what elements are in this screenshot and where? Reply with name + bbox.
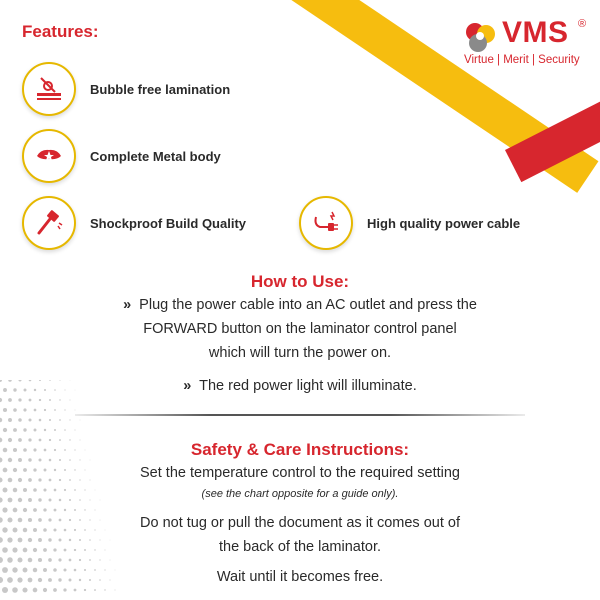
halftone-dot xyxy=(0,380,2,382)
halftone-dot xyxy=(89,559,91,561)
halftone-dot xyxy=(54,509,57,512)
halftone-dot xyxy=(8,398,12,402)
feature-power-cable xyxy=(299,196,520,250)
halftone-dot xyxy=(54,389,56,391)
halftone-dot xyxy=(33,588,38,593)
halftone-dot xyxy=(75,390,76,391)
halftone-dot xyxy=(8,380,12,382)
halftone-dot xyxy=(23,428,26,431)
halftone-dot xyxy=(17,557,22,562)
halftone-dot xyxy=(64,409,65,410)
feature-label: High quality power cable xyxy=(367,215,521,231)
halftone-dot xyxy=(0,418,2,422)
how-to-use-text: The red power light will illuminate. xyxy=(199,378,417,394)
halftone-dot xyxy=(18,380,21,382)
halftone-dot xyxy=(2,507,7,512)
halftone-dot xyxy=(74,509,76,511)
vms-logo xyxy=(462,18,592,70)
halftone-dot xyxy=(18,418,22,422)
halftone-dot xyxy=(64,389,65,390)
halftone-dot xyxy=(64,509,66,511)
registered-mark: ® xyxy=(578,18,587,30)
halftone-dot xyxy=(99,559,100,560)
halftone-dot xyxy=(49,380,51,381)
halftone-dot xyxy=(28,418,31,421)
halftone-dot xyxy=(84,509,85,510)
halftone-dot xyxy=(54,409,56,411)
halftone-dot xyxy=(0,557,3,563)
halftone-dot xyxy=(33,508,37,512)
halftone-dot xyxy=(54,429,56,431)
halftone-dot xyxy=(70,400,71,401)
halftone-dot xyxy=(74,589,77,592)
halftone-dot xyxy=(39,380,41,381)
halftone-dot xyxy=(13,428,17,432)
halftone-dot xyxy=(43,508,46,511)
how-to-use-text: Plug the power cable into an AC outlet and press the xyxy=(139,297,477,313)
halftone-dot xyxy=(48,558,52,562)
halftone-dot xyxy=(23,508,27,512)
how-to-use-line-3: which will turn the power on. xyxy=(208,345,392,361)
halftone-dot xyxy=(110,560,111,561)
halftone-dot xyxy=(22,587,27,592)
safety-line-2: Do not tug or pull the document as it comes out of xyxy=(140,515,460,531)
lamination-icon xyxy=(22,62,76,116)
halftone-dot xyxy=(18,398,21,401)
halftone-dot xyxy=(39,399,41,401)
halftone-dot xyxy=(13,408,17,412)
halftone-dot xyxy=(49,399,51,401)
halftone-dot xyxy=(2,587,8,593)
halftone-dot xyxy=(13,508,18,513)
halftone-dot xyxy=(44,409,46,411)
halftone-dot xyxy=(3,428,7,432)
halftone-dot xyxy=(7,557,13,563)
power-cable-icon xyxy=(299,196,353,250)
halftone-dot xyxy=(58,558,61,561)
halftone-dot xyxy=(104,589,105,590)
halftone-dot xyxy=(29,380,32,381)
logo-tagline: Virtue | Merit | Security xyxy=(464,54,580,66)
halftone-dot xyxy=(69,419,70,420)
safety-line-3: the back of the laminator. xyxy=(218,539,381,555)
halftone-dot xyxy=(3,388,7,392)
safety-line-1: Set the temperature control to the required setting xyxy=(140,465,460,481)
halftone-dot xyxy=(39,419,42,422)
halftone-dot xyxy=(74,429,75,430)
halftone-dot xyxy=(64,429,66,431)
hammer-icon xyxy=(22,196,76,250)
halftone-dot xyxy=(95,510,96,511)
halftone-dot xyxy=(38,558,42,562)
halftone-dot xyxy=(44,389,46,391)
bullet-icon: » xyxy=(183,378,192,394)
feature-label: Bubble free lamination xyxy=(90,81,231,97)
safety-heading: Safety & Care Instructions: xyxy=(190,440,410,459)
halftone-dot xyxy=(29,399,32,402)
halftone-dot xyxy=(49,419,51,421)
feature-label: Complete Metal body xyxy=(90,148,221,164)
halftone-dot xyxy=(34,409,37,412)
halftone-dot xyxy=(43,588,47,592)
halftone-dot xyxy=(53,588,57,592)
halftone-dot xyxy=(8,418,12,422)
how-to-use-heading: How to Use: xyxy=(250,272,350,291)
halftone-dot xyxy=(69,559,72,562)
halftone-dot xyxy=(75,410,76,411)
halftone-dot xyxy=(13,388,16,391)
how-to-use-line-1 xyxy=(0,297,600,313)
feature-label: Shockproof Build Quality xyxy=(90,215,247,231)
halftone-dot xyxy=(34,389,36,391)
halftone-dot xyxy=(59,399,60,400)
feature-metal-body xyxy=(22,129,221,183)
halftone-dot xyxy=(12,587,18,593)
safety-line-4: Wait until it becomes free. xyxy=(216,569,384,585)
halftone-dot xyxy=(28,558,33,563)
halftone-dot xyxy=(59,380,60,381)
logo-name: VMS xyxy=(502,16,569,49)
halftone-dot xyxy=(24,389,27,392)
halftone-dot xyxy=(23,408,26,411)
halftone-dot xyxy=(84,589,86,591)
safety-note: (see the chart opposite for a guide only). xyxy=(201,488,399,500)
halftone-dot xyxy=(44,429,46,431)
how-to-use-line-2: FORWARD button on the laminator control panel xyxy=(143,321,457,337)
logo-mark-icon xyxy=(462,20,502,54)
features-heading: Features: xyxy=(22,22,99,41)
halftone-dot xyxy=(94,589,96,591)
halftone-dot xyxy=(80,420,81,421)
feature-bubble-free xyxy=(22,62,230,116)
halftone-dot xyxy=(63,588,66,591)
bullet-icon: » xyxy=(123,297,132,313)
halftone-dot xyxy=(115,590,116,591)
metal-body-icon xyxy=(22,129,76,183)
feature-shockproof xyxy=(22,196,246,250)
halftone-dot xyxy=(34,429,37,432)
halftone-dot xyxy=(59,419,61,421)
halftone-dot xyxy=(3,408,7,412)
halftone-dot xyxy=(0,398,2,402)
halftone-dot xyxy=(79,559,81,561)
